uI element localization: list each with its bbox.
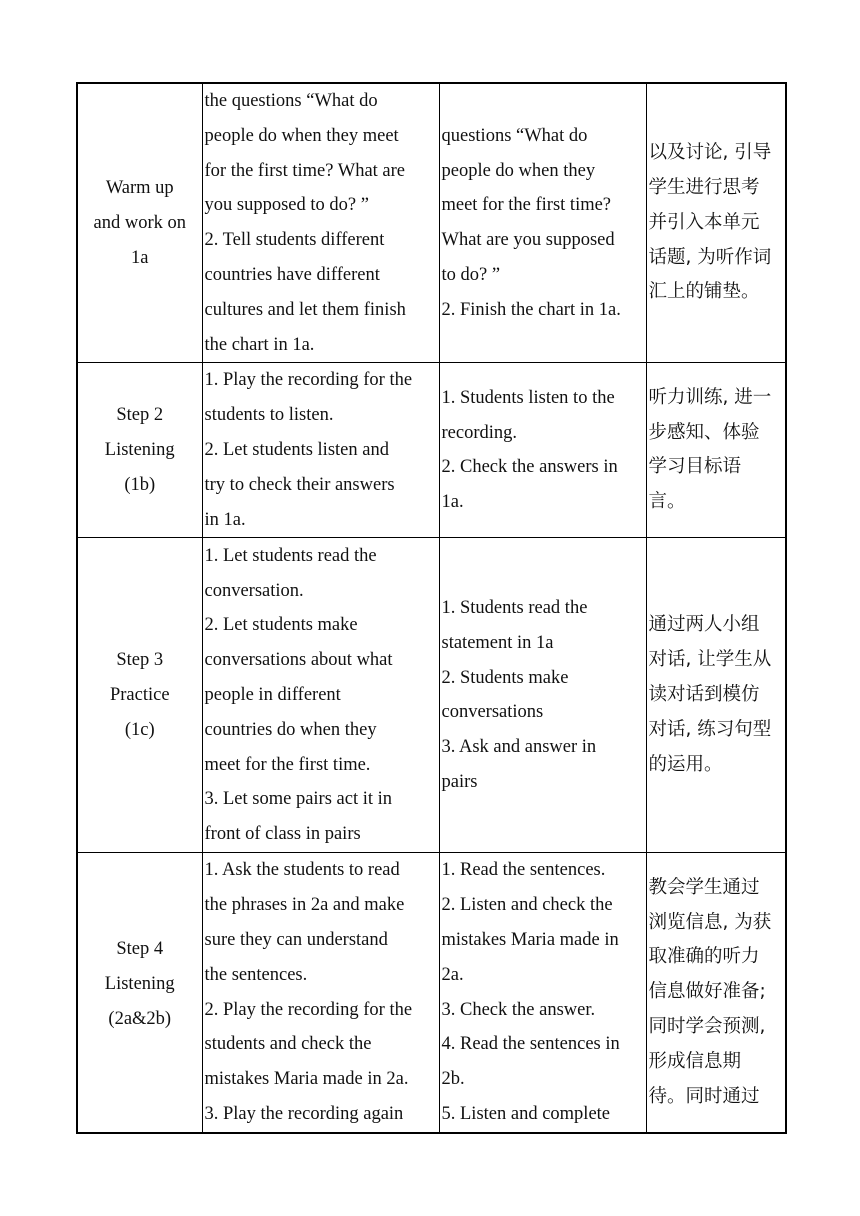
student-activity-cell: questions “What do people do when they meet for the first time? What are you supposed to do? ” 2. Finish the chart in 1a.	[439, 83, 646, 363]
purpose-cell: 教会学生通过 浏览信息, 为获 取准确的听力 信息做好准备; 同时学会预测, 形成信息期 待。同时通过	[646, 853, 786, 1133]
purpose-cell: 听力训练, 进一 步感知、体验 学习目标语 言。	[646, 363, 786, 538]
student-activity-cell: 1. Read the sentences. 2. Listen and check the mistakes Maria made in 2a. 3. Check the answer. 4. Read the sentences in 2b. 5. Listen and complete	[439, 853, 646, 1133]
teacher-activity-cell: the questions “What do people do when they meet for the first time? What are you supposed to do? ” 2. Tell students different countries have different cultures and let them finish the chart in 1a.	[202, 83, 439, 363]
purpose-cell: 以及讨论, 引导 学生进行思考 并引入本单元 话题, 为听作词 汇上的铺垫。	[646, 83, 786, 363]
table-row	[77, 538, 786, 853]
teacher-activity-cell: 1. Let students read the conversation. 2. Let students make conversations about what people in different countries do when they meet for the first time. 3. Let some pairs act it in front of class in pairs	[202, 538, 439, 853]
table-row	[77, 83, 786, 363]
step-cell: Warm up and work on 1a	[77, 83, 202, 363]
teacher-activity-cell: 1. Play the recording for the students to listen. 2. Let students listen and try to check their answers in 1a.	[202, 363, 439, 538]
step-cell: Step 4 Listening (2a&2b)	[77, 853, 202, 1133]
table-row	[77, 853, 786, 1133]
step-cell: Step 2 Listening (1b)	[77, 363, 202, 538]
lesson-plan-table	[76, 82, 787, 1134]
student-activity-cell: 1. Students listen to the recording. 2. Check the answers in 1a.	[439, 363, 646, 538]
student-activity-cell: 1. Students read the statement in 1a 2. Students make conversations 3. Ask and answer in pairs	[439, 538, 646, 853]
table-row	[77, 363, 786, 538]
teacher-activity-cell: 1. Ask the students to read the phrases in 2a and make sure they can understand the sentences. 2. Play the recording for the students and check the mistakes Maria made in 2a. 3. Play the recording again	[202, 853, 439, 1133]
purpose-cell: 通过两人小组 对话, 让学生从 读对话到模仿 对话, 练习句型 的运用。	[646, 538, 786, 853]
step-cell: Step 3 Practice (1c)	[77, 538, 202, 853]
